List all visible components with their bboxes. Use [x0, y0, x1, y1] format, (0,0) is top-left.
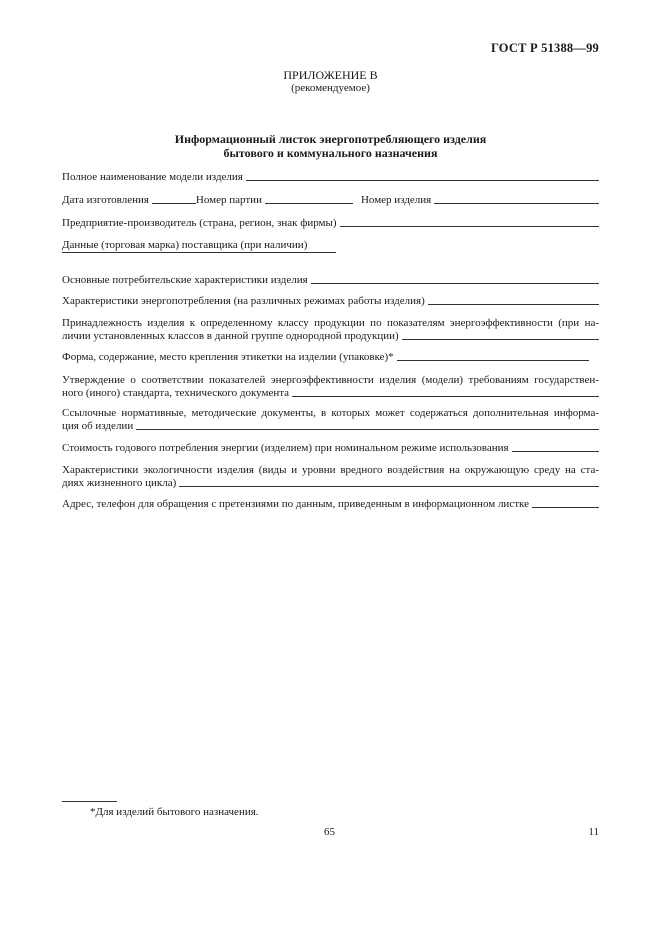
field-energy-class-line-2: [62, 329, 599, 343]
field-references-line-2: [62, 419, 599, 433]
fill-line[interactable]: [340, 226, 599, 227]
field-label: личии установленных классов в данной группе однородной продукции): [62, 330, 399, 342]
fill-line[interactable]: [265, 203, 353, 204]
document-title-line-1: Информационный листок энергопотребляющего изделия: [174, 132, 487, 146]
field-conformity-line-2: [62, 386, 599, 400]
field-label: ция об изделии: [62, 420, 134, 432]
document-title-line-2: бытового и коммунального назначения: [223, 146, 438, 160]
field-label: Характеристики энергопотребления (на различных режимах работы изделия): [62, 295, 425, 307]
footnote: *Для изделий бытового назначения.: [90, 806, 259, 818]
field-address: [62, 497, 599, 511]
footnote-divider: [62, 801, 117, 802]
field-label: ного (иного) стандарта, технического документа: [62, 387, 290, 399]
fill-line[interactable]: [512, 451, 599, 452]
field-references-line-1: Ссылочные нормативные, методические документы, в которых может содержаться дополнительная информа-: [62, 407, 599, 419]
field-date-batch-number: [62, 193, 599, 207]
fill-line[interactable]: [136, 429, 599, 430]
field-ecology-line-2: [62, 476, 599, 490]
field-label: Полное наименование модели изделия: [62, 171, 243, 183]
appendix-subtitle: (рекомендуемое): [291, 82, 370, 94]
field-label: Стоимость годового потребления энергии (изделием) при номинальном режиме использования: [62, 442, 509, 454]
document-title: [0, 132, 661, 160]
fill-line[interactable]: [532, 507, 599, 508]
field-manufacturer: [62, 216, 599, 230]
fill-line[interactable]: [246, 180, 599, 181]
field-label-form: [62, 350, 599, 364]
page-number: 65: [324, 826, 335, 838]
field-label: Дата изготовления: [62, 194, 149, 206]
fill-line[interactable]: [397, 360, 589, 361]
field-label: Данные (торговая марка) поставщика (при наличии): [62, 239, 308, 251]
field-label: Предприятие-производитель (страна, регион, знак фирмы): [62, 217, 337, 229]
field-annual-cost: [62, 441, 599, 455]
field-supplier: [62, 238, 599, 252]
field-conformity-line-1: Утверждение о соответствии показателей энергоэффективности изделия (модели) требованиям государствен-: [62, 374, 599, 386]
fill-line[interactable]: [402, 339, 599, 340]
fill-line[interactable]: [311, 283, 599, 284]
field-label: Номер партии: [195, 194, 262, 206]
fill-line[interactable]: [152, 203, 196, 204]
field-model-name: [62, 170, 599, 184]
field-main-characteristics: [62, 273, 599, 287]
field-supplier-fill: [62, 252, 336, 256]
field-energy-class-line-1: Принадлежность изделия к определенному классу продукции по показателям энергоэффективности (при на-: [62, 317, 599, 329]
fill-line[interactable]: [434, 203, 599, 204]
field-label: Форма, содержание, место крепления этикетки на изделии (упаковке)*: [62, 351, 394, 363]
field-label: диях жизненного цикла): [62, 477, 177, 489]
field-label: Адрес, телефон для обращения с претензиями по данным, приведенным в информационном листке: [62, 498, 529, 510]
fill-line[interactable]: [62, 252, 336, 253]
gost-header: ГОСТ Р 51388—99: [490, 41, 599, 55]
appendix-title: ПРИЛОЖЕНИЕ В: [283, 68, 378, 82]
field-ecology-line-1: Характеристики экологичности изделия (виды и уровни вредного воздействия на окружающую среду на ста-: [62, 464, 599, 476]
field-energy-characteristics: [62, 294, 599, 308]
fill-line[interactable]: [292, 396, 599, 397]
sheet-number: 11: [588, 826, 599, 838]
fill-line[interactable]: [179, 486, 599, 487]
field-label: Номер изделия: [360, 194, 432, 206]
fill-line[interactable]: [428, 304, 599, 305]
field-label: Основные потребительские характеристики изделия: [62, 274, 308, 286]
